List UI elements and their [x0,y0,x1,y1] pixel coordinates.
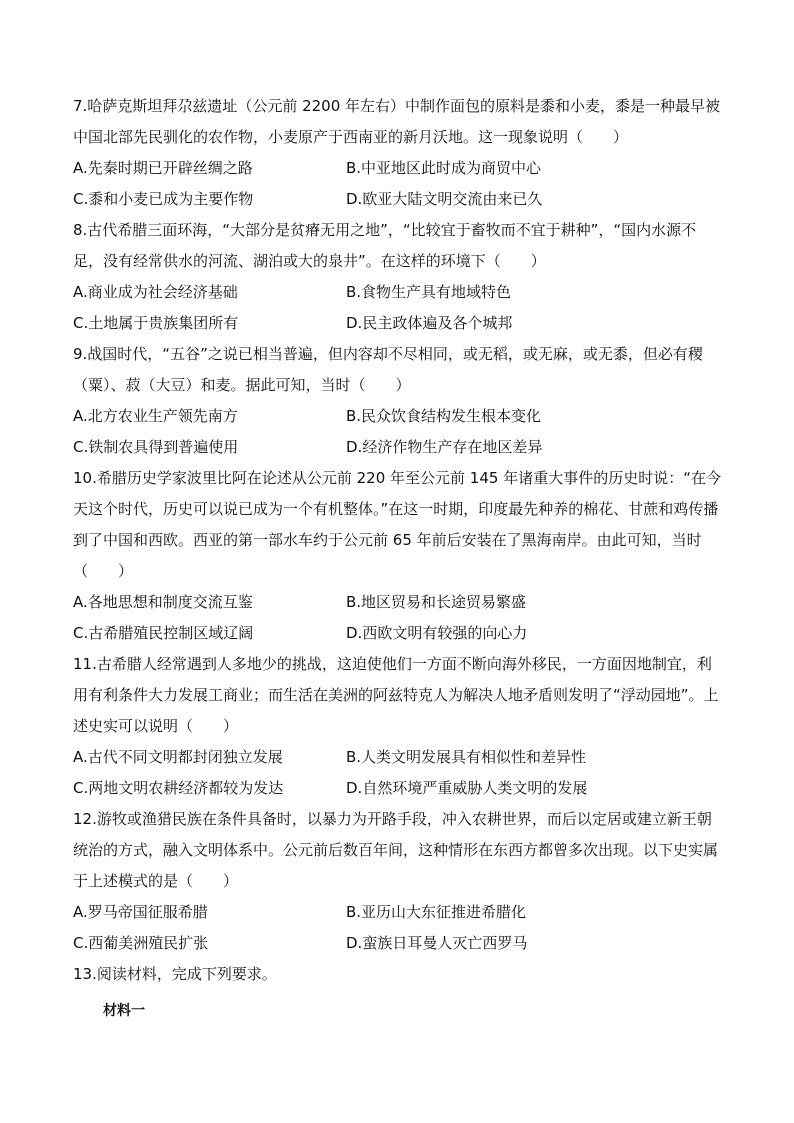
options-row [73,184,723,215]
option-c: C.两地文明农耕经济都较为发达 [73,779,284,797]
question-stem: 10.希腊历史学家波里比阿在论述从公元前 220 年至公元前 145 年诸重大事件的历史时说：“在今天这个时代，历史可以说已成为一个有机整体。”在这一时期，印度最先种养的棉花、甘蔗和鸡传播到了中国和西欧。西亚的第一部水车约于公元前 65 年前后安装在了黑海南岸。由此可知，当时（ ） [73,469,721,580]
option-a: A.先秦时期已开辟丝绸之路 [73,159,253,177]
question-stem: 9.战国时代，“五谷”之说已相当普遍，但内容却不尽相同，或无稻，或无麻，或无黍，但必有稷（粟）、菽（大豆）和麦。据此可知，当时（ ） [73,345,703,394]
options-row [73,153,723,184]
question-12 [73,804,723,959]
question-7 [73,91,723,215]
option-a: A.罗马帝国征服希腊 [73,903,208,921]
question-stem: 11.古希腊人经常遇到人多地少的挑战，这迫使他们一方面不断向海外移民，一方面因地制宜，利用有利条件大力发展工商业；而生活在美洲的阿兹特克人为解决人地矛盾则发明了“浮动园地”。上述史实可以说明（ ） [73,655,719,735]
options-row [73,618,723,649]
option-c: C.古希腊殖民控制区域辽阔 [73,624,254,642]
options-row [73,277,723,308]
option-d: D.经济作物生产存在地区差异 [346,438,543,456]
options-row [73,897,723,928]
question-10 [73,463,723,649]
options-row [73,401,723,432]
option-d: D.自然环境严重威胁人类文明的发展 [346,779,588,797]
question-11 [73,649,723,804]
option-b: B.人类文明发展具有相似性和差异性 [346,748,587,766]
question-list [73,91,723,1027]
option-b: B.中亚地区此时成为商贸中心 [346,159,542,177]
options-row [73,742,723,773]
options-row [73,928,723,959]
option-c: C.铁制农具得到普遍使用 [73,438,239,456]
question-9 [73,339,723,463]
options-row [73,773,723,804]
material-label: 材料一 [103,1003,145,1019]
option-b: B.地区贸易和长途贸易繁盛 [346,593,527,611]
question-stem: 12.游牧或渔猎民族在条件具备时，以暴力为开路手段，冲入农耕世界，而后以定居或建立新王朝统治的方式，融入文明体系中。公元前后数百年间，这种情形在东西方都曾多次出现。以下史实属于上述模式的是（ ） [73,810,719,890]
option-c: C.西葡美洲殖民扩张 [73,934,209,952]
options-row [73,587,723,618]
option-a: A.商业成为社会经济基础 [73,283,238,301]
option-d: D.西欧文明有较强的向心力 [346,624,528,642]
question-stem: 8.古代希腊三面环海，“大部分是贫瘠无用之地”，“比较宜于畜牧而不宜于耕种”，“国内水源不足，没有经常供水的河流、湖泊或大的泉井”。在这样的环境下（ ） [73,221,697,270]
options-row [73,308,723,339]
option-d: D.蛮族日耳曼人灭亡西罗马 [346,934,528,952]
options-row [73,432,723,463]
option-d: D.民主政体遍及各个城邦 [346,314,513,332]
option-b: B.民众饮食结构发生根本变化 [346,407,542,425]
question-8 [73,215,723,339]
option-d: D.欧亚大陆文明交流由来已久 [346,190,543,208]
option-b: B.食物生产具有地域特色 [346,283,512,301]
option-a: A.古代不同文明都封闭独立发展 [73,748,283,766]
option-c: C.黍和小麦已成为主要作物 [73,190,254,208]
question-stem: 13.阅读材料，完成下列要求。 [73,965,277,983]
option-a: A.北方农业生产领先南方 [73,407,238,425]
question-13 [73,959,723,1027]
option-c: C.土地属于贵族集团所有 [73,314,239,332]
option-a: A.各地思想和制度交流互鉴 [73,593,253,611]
question-stem: 7.哈萨克斯坦拜尕兹遗址（公元前 2200 年左右）中制作面包的原料是黍和小麦，黍是一种最早被中国北部先民驯化的农作物，小麦原产于西南亚的新月沃地。这一现象说明（ ） [73,97,721,146]
option-b: B.亚历山大东征推进希腊化 [346,903,527,921]
